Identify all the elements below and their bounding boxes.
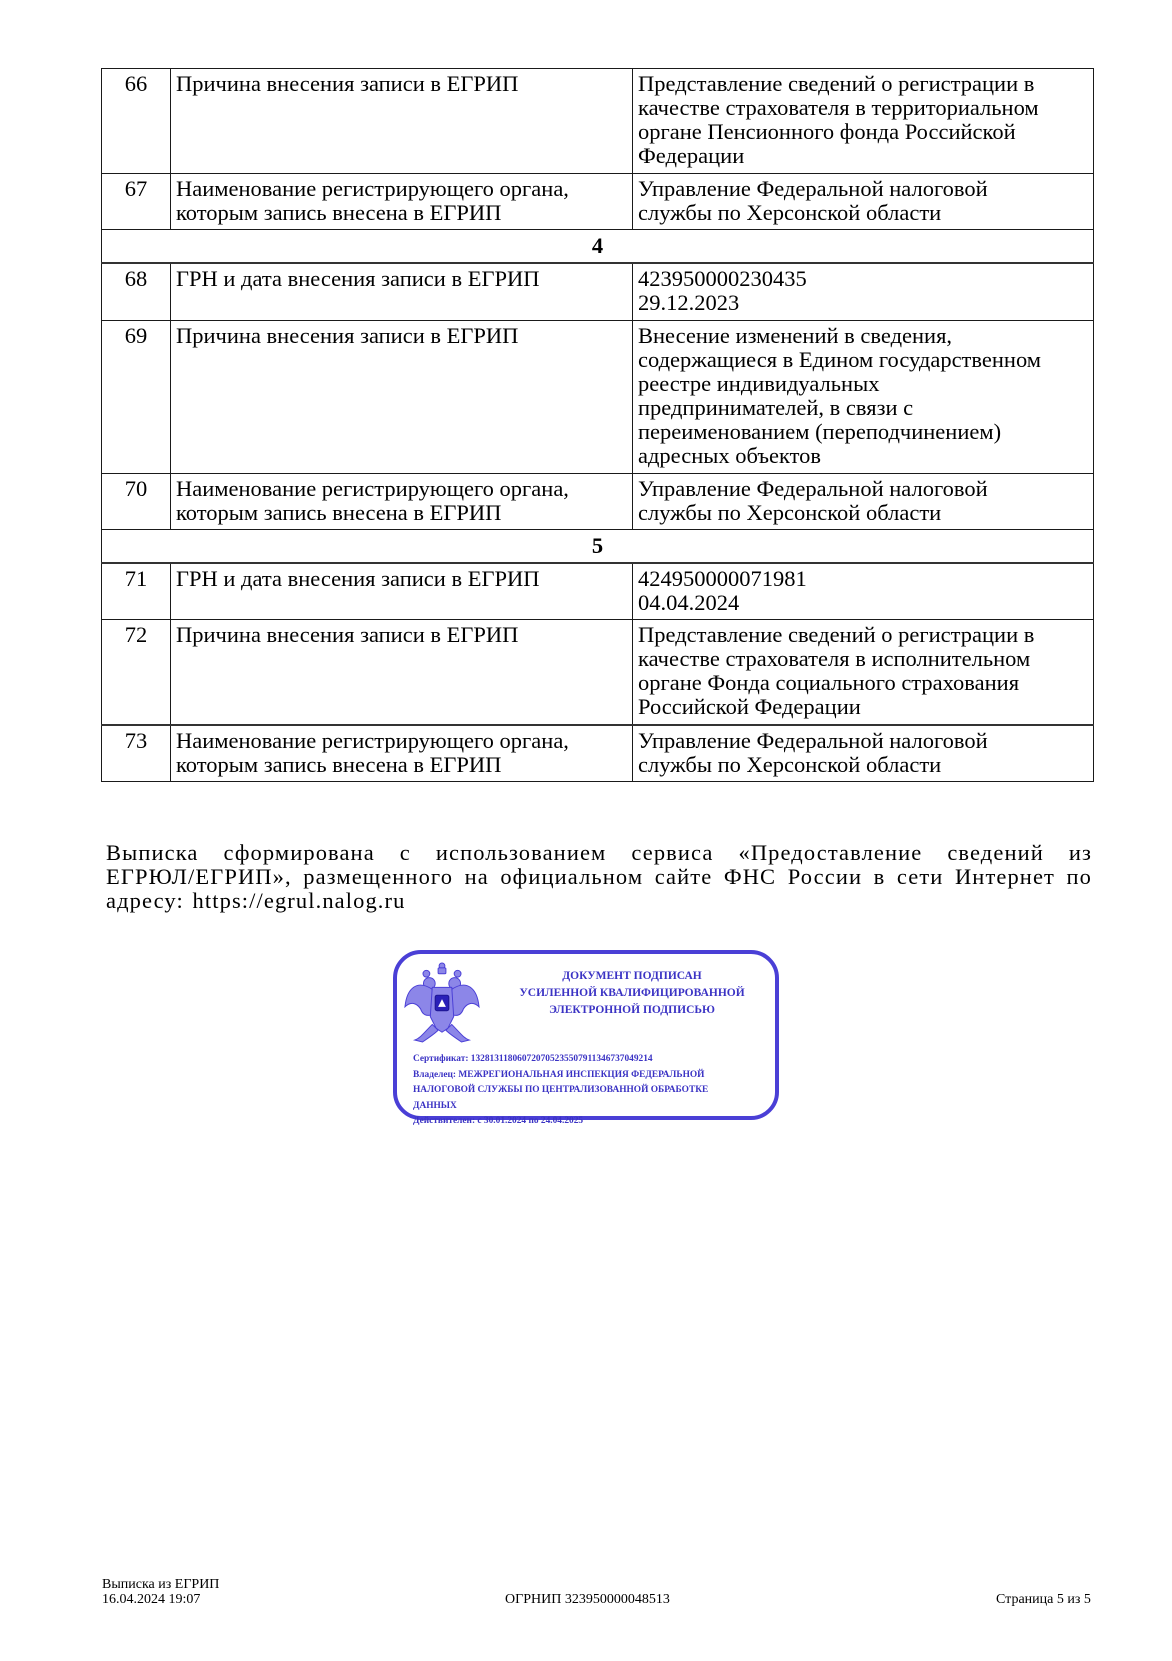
row-number: 69	[102, 320, 171, 473]
footer-doc-name: Выписка из ЕГРИП	[102, 1577, 220, 1592]
value-line: Федерации	[638, 143, 745, 168]
stamp-details	[413, 1052, 763, 1130]
row-label	[171, 473, 633, 529]
value-line: предпринимателей, в связи с	[638, 394, 914, 420]
electronic-signature-stamp	[393, 950, 779, 1126]
group-header-row	[102, 529, 1094, 563]
date-value: 04.04.2024	[638, 589, 740, 615]
value-line: качестве страхователя в территориальном	[638, 95, 1039, 120]
owner-line: ДАННЫХ	[413, 1100, 457, 1111]
table-row	[102, 620, 1094, 725]
value-line: Управление Федеральной налоговой	[638, 727, 988, 753]
row-value	[633, 473, 1094, 529]
value-line: Управление Федеральной налоговой	[638, 176, 988, 201]
label-line: Наименование регистрирующего органа,	[176, 176, 569, 201]
row-value	[633, 620, 1094, 725]
row-number: 68	[102, 263, 171, 320]
note-line-url: адресу: https://egrul.nalog.ru	[106, 888, 406, 913]
validity-period: Действителен: с 30.01.2024 по 24.04.2025	[413, 1116, 584, 1126]
value-line: реестре индивидуальных	[638, 370, 880, 396]
label-line: Наименование регистрирующего органа,	[176, 475, 569, 501]
stamp-title-line: ДОКУМЕНТ ПОДПИСАН	[562, 970, 702, 982]
row-label: Причина внесения записи в ЕГРИП	[171, 320, 633, 473]
value-line: службы по Херсонской области	[638, 200, 942, 225]
row-number: 73	[102, 725, 171, 782]
table-row	[102, 563, 1094, 620]
certificate-number: Сертификат: 132813118060720705235507911346737049214	[413, 1054, 653, 1064]
row-label: Причина внесения записи в ЕГРИП	[171, 620, 633, 725]
table-row	[102, 69, 1094, 174]
note-line: Выписка сформирована с использованием сервиса «Предоставление сведений из	[106, 840, 1092, 865]
table-row	[102, 263, 1094, 320]
egrip-records-table	[101, 68, 1094, 782]
value-line: органе Фонда социального страхования	[638, 670, 1020, 695]
table-row	[102, 725, 1094, 782]
stamp-title-line: ЭЛЕКТРОННОЙ ПОДПИСЬЮ	[549, 1004, 715, 1016]
row-value	[633, 320, 1094, 473]
value-line: адресных объектов	[638, 442, 822, 468]
value-line: органе Пенсионного фонда Российской	[638, 119, 1016, 144]
service-note	[106, 841, 1092, 913]
footer-page-number: Страница 5 из 5	[996, 1592, 1091, 1607]
label-line: которым запись внесена в ЕГРИП	[176, 200, 502, 225]
stamp-title-line: УСИЛЕННОЙ КВАЛИФИЦИРОВАННОЙ	[519, 987, 745, 999]
coat-of-arms-icon	[403, 960, 481, 1044]
footer-doc-info	[102, 1577, 219, 1607]
table-row	[102, 320, 1094, 473]
value-line: качестве страхователя в исполнительном	[638, 646, 1031, 671]
label-line: Наименование регистрирующего органа,	[176, 727, 569, 753]
row-value	[633, 69, 1094, 174]
grn-value: 423950000230435	[638, 266, 807, 291]
row-label	[171, 725, 633, 782]
value-line: содержащиеся в Едином государственном	[638, 346, 1042, 372]
owner-line: Владелец: МЕЖРЕГИОНАЛЬНАЯ ИНСПЕКЦИЯ ФЕДЕРАЛЬНОЙ	[413, 1069, 705, 1080]
table-row	[102, 473, 1094, 529]
value-line: Внесение изменений в сведения,	[638, 322, 953, 348]
row-number: 67	[102, 174, 171, 230]
row-value	[633, 174, 1094, 230]
row-number: 70	[102, 473, 171, 529]
group-number: 4	[102, 230, 1094, 264]
row-number: 72	[102, 620, 171, 725]
date-value: 29.12.2023	[638, 290, 740, 315]
label-line: которым запись внесена в ЕГРИП	[176, 499, 502, 525]
note-line: ЕГРЮЛ/ЕГРИП», размещенного на официальном сайте ФНС России в сети Интернет по	[106, 864, 1092, 889]
row-value	[633, 563, 1094, 620]
footer-datetime: 16.04.2024 19:07	[102, 1592, 201, 1607]
value-line: Управление Федеральной налоговой	[638, 475, 988, 501]
value-line: Российской Федерации	[638, 694, 861, 719]
value-line: Представление сведений о регистрации в	[638, 71, 1035, 96]
footer-ogrnip: ОГРНИП 323950000048513	[505, 1592, 670, 1607]
row-label	[171, 174, 633, 230]
value-line: службы по Херсонской области	[638, 499, 942, 525]
row-value	[633, 263, 1094, 320]
row-label: ГРН и дата внесения записи в ЕГРИП	[171, 263, 633, 320]
table-row	[102, 174, 1094, 230]
row-value	[633, 725, 1094, 782]
value-line: службы по Херсонской области	[638, 751, 942, 777]
group-number: 5	[102, 529, 1094, 563]
owner-line: НАЛОГОВОЙ СЛУЖБЫ ПО ЦЕНТРАЛИЗОВАННОЙ ОБРАБОТКЕ	[413, 1085, 709, 1095]
group-header-row	[102, 230, 1094, 264]
row-number: 66	[102, 69, 171, 174]
row-label: ГРН и дата внесения записи в ЕГРИП	[171, 563, 633, 620]
value-line: переименованием (переподчинением)	[638, 418, 1002, 444]
value-line: Представление сведений о регистрации в	[638, 622, 1035, 647]
grn-value: 424950000071981	[638, 565, 807, 591]
stamp-title	[507, 968, 757, 1019]
row-number: 71	[102, 563, 171, 620]
label-line: которым запись внесена в ЕГРИП	[176, 751, 502, 777]
row-label: Причина внесения записи в ЕГРИП	[171, 69, 633, 174]
